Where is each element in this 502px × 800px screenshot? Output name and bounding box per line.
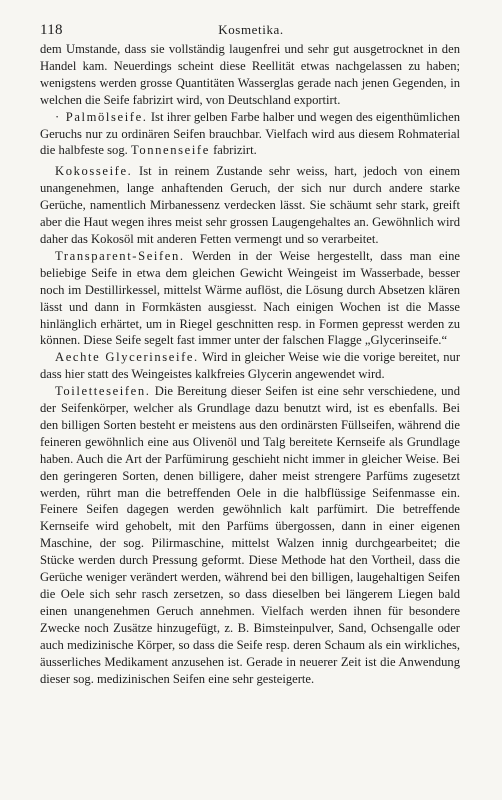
paragraph-glycerinseife [40,349,460,383]
paragraph-toiletteseifen [40,383,460,687]
paragraph-palmoelseife [40,109,460,160]
paragraph-text: Ist in reinem Zustande sehr weiss, hart, jedoch von einem unangenehmen, lange anhaftenden Geruch, der sich nur durch andere starke Gerüche, namentlich Mirbanessenz verdecken lässt. Sie schäumt sehr stark, greift aber die Haut wegen ihres meist sehr grossen Laugengehaltes an. Gewöhnlich wird daher das Kokosöl mit anderen Fetten vermengt und so verarbeitet. [40,164,460,246]
section-term: Transparent-Seifen. [55,248,185,263]
section-term: Kokosseife. [55,164,133,179]
page-header [40,22,462,40]
paragraph-text: dem Umstande, dass sie vollständig laugenfrei und sehr gut ausgetrocknet in den Handel kam. Neuerdings scheint diese Reellität etwas nachgelassen zu haben; wenigstens werden grosse Quantitäten Wasserglas gerade nach jenen Gegenden, in welchen die Seife fabrizirt wird, von Deutschland exportirt. [40,42,460,107]
body-text [40,41,460,687]
paragraph-transparent-seifen [40,248,460,349]
paragraph-text: Werden in der Weise hergestellt, dass man eine beliebige Seife in etwa dem gleichen Gewicht Weingeist im Wasserbade, besser noch im Destillirkessel, mittelst Wärme auflöst, die Lösung durch Absetzen klären lässt und dann in Formkästen ausgiesst. Nach einigen Wochen ist die Masse hinlänglich erhärtet, um in Riegel geschnitten resp. in Formen gepresst werden zu können. Diese Seife segelt fast immer unter der falschen Flagge „Glycerinseife.“ [40,248,460,348]
paragraph-text: Die Bereitung dieser Seifen ist eine sehr verschiedene, und der Seifenkörper, welcher als Grundlage dazu benutzt wird, ist es ebenfalls. Bei den billigen Sorten besteht er meistens aus den ordinärsten Füllseifen, während die feineren gewöhnlich eine aus Olivenöl und Talg bereitete Kernseife als Grundlage haben. Auch die Art der Parfümirung geschieht nicht immer in gleicher Weise. Bei den geringeren Sorten, denen billigere, daher meist strengere Parfüms zugesetzt werden, rührt man die betreffenden Oele in die halbflüssige Seifenmasse ein. Feinere Seifen dagegen werden gewöhnlich kalt parfümirt. Die betreffende Kernseife wird gehobelt, mit den Parfüms übergossen, dann in einer eigenen Maschine, der sog. Pilirmaschine, mittelst Walzen innig durchgearbeitet; die Stücke werden durch Pressung geformt. Diese Methode hat den Vortheil, dass die Gerüche weniger verändert werden, während bei den billigen, laugehaltigen Seifen die Oele sich sehr rasch zersetzen, so dass dieselben bei längerem Liegen bald einen unangenehmen Geruch annehmen. Vielfach werden ihnen für besondere Zwecke noch Zusätze hinzugefügt, z. B. Bimsteinpulver, Sand, Ochsengalle oder auch medizinische Körper, so dass die Seife resp. deren Schaum als ein wirkliches, äusserliches Medikament anzusehen ist. Gerade in neuerer Zeit ist die Anwendung dieser sog. medizinischen Seifen eine sehr gesteigerte. [40,384,460,686]
page-number: 118 [40,22,63,38]
running-head: Kosmetika. [218,22,284,37]
paragraph-text: Ist ihrer gelben Farbe halber und wegen des eigenthümlichen Geruchs nur zu ordinären Seifen brauchbar. Vielfach wird aus diesem Rohmaterial die halbfeste sog. [40,109,460,158]
paragraph-continuation [40,41,460,109]
section-term: · Palmölseife. [55,109,148,124]
paragraph-text: Wird in gleicher Weise wie die vorige bereitet, nur dass hier statt des Weingeistes kalkfreies Glycerin angewendet wird. [40,350,461,382]
section-term: Tonnenseife [130,143,210,158]
paragraph-text: fabrizirt. [213,143,257,158]
section-term: Aechte Glycerinseife. [55,350,199,365]
section-term: Toiletteseifen. [55,384,151,399]
paragraph-kokosseife [40,163,460,248]
